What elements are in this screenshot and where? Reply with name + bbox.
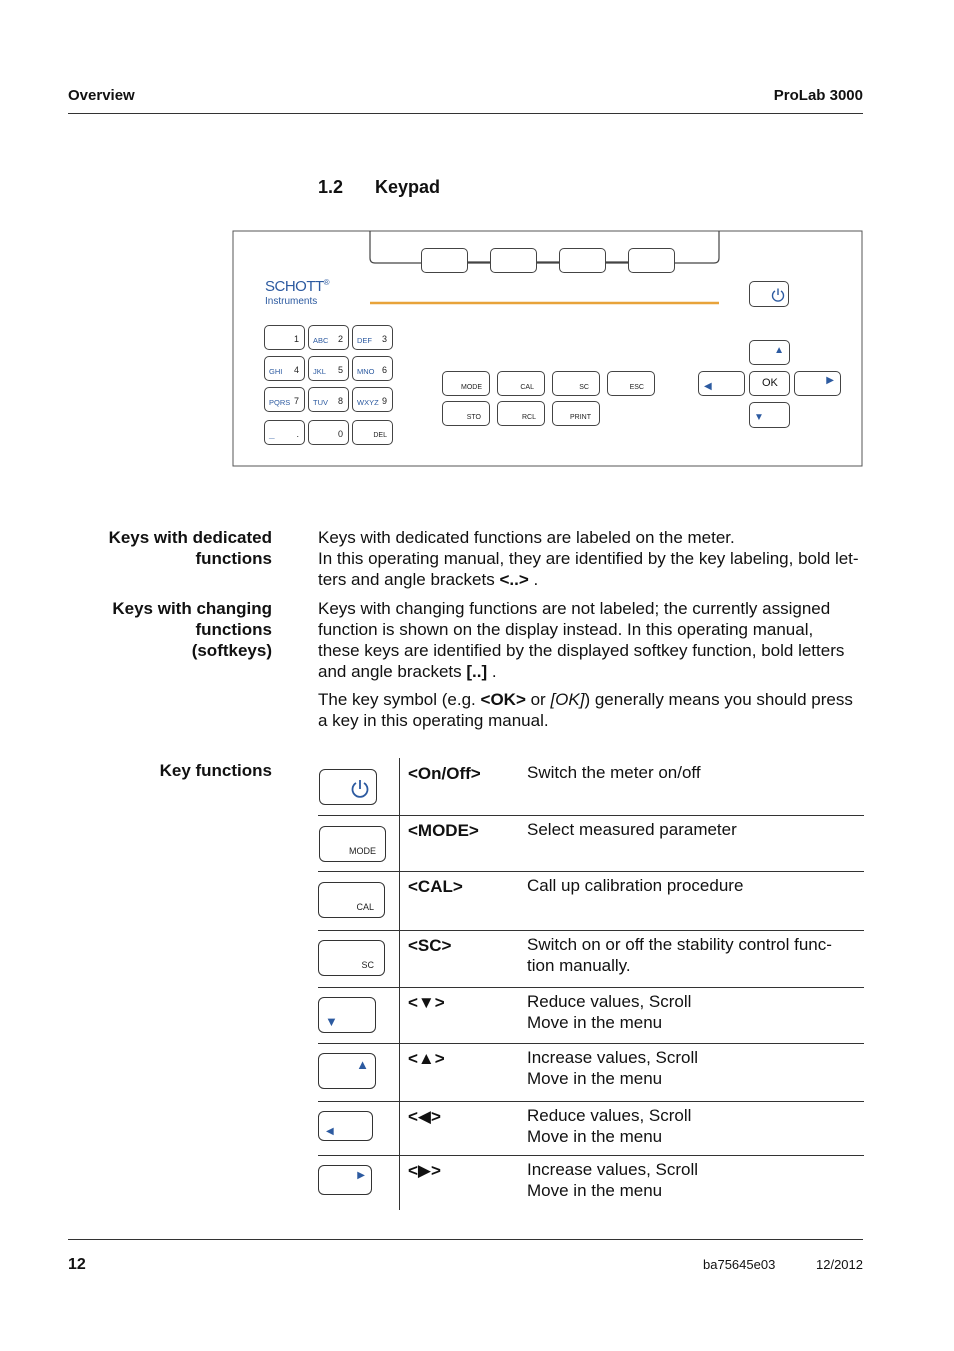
key-function-description bbox=[527, 1047, 857, 1089]
numpad-key-digit: 0 bbox=[337, 429, 343, 439]
key-function-description-line: Reduce values, Scroll bbox=[527, 992, 692, 1011]
numpad-key-letters: _ bbox=[269, 429, 275, 440]
table-row-divider bbox=[318, 1101, 864, 1102]
numpad-key[interactable] bbox=[308, 420, 349, 445]
numpad-key-digit: DEL bbox=[373, 432, 387, 439]
key-symbol-note: The key symbol (e.g. <OK> or [OK]) generally means you should press a key in this operating manual. bbox=[318, 690, 853, 730]
func-key-sc[interactable] bbox=[552, 371, 600, 396]
numpad-key-letters: GHI bbox=[269, 367, 283, 376]
softkey-3[interactable] bbox=[559, 248, 606, 273]
def-dedicated-line1: Keys with dedicated functions are labeled on the meter. bbox=[318, 528, 735, 547]
left-arrow-icon: ◀ bbox=[704, 381, 712, 392]
numpad-key-letters: DEF bbox=[357, 336, 372, 345]
key-illustration-label: CAL bbox=[356, 902, 374, 912]
key-function-description bbox=[527, 1159, 857, 1201]
numpad-key[interactable] bbox=[352, 325, 393, 350]
key-illustration bbox=[318, 1053, 376, 1089]
up-arrow-icon: ▲ bbox=[356, 1057, 369, 1072]
key-function-description bbox=[527, 875, 857, 896]
numpad-key-digit: 6 bbox=[381, 365, 387, 375]
doc-date: 12/2012 bbox=[816, 1257, 863, 1272]
key-illustration bbox=[318, 1165, 372, 1195]
numpad-key-letters: TUV bbox=[313, 398, 328, 407]
def-softkeys bbox=[318, 598, 866, 682]
table-row-divider bbox=[318, 815, 864, 816]
def-dedicated-line3: ters and angle brackets <..> . bbox=[318, 570, 539, 589]
numpad-key-digit: 7 bbox=[293, 396, 299, 406]
brand-subtitle: Instruments bbox=[265, 296, 318, 307]
section-number: 1.2 bbox=[318, 177, 344, 197]
def-softkeys-line3: these keys are identified by the displayed softkey function, bold letters bbox=[318, 641, 845, 660]
power-icon bbox=[350, 779, 370, 799]
numpad-key-letters: ABC bbox=[313, 336, 329, 345]
func-key-label: CAL bbox=[520, 384, 534, 391]
up-arrow-icon: ▲ bbox=[774, 345, 784, 356]
brand-logo: SCHOTT® bbox=[265, 278, 330, 295]
header-section-title: Overview bbox=[68, 87, 135, 104]
table-row-divider bbox=[318, 1043, 864, 1044]
key-illustration bbox=[319, 769, 377, 805]
numpad-key-digit: 9 bbox=[381, 396, 387, 406]
numpad-key[interactable] bbox=[352, 356, 393, 381]
def-dedicated bbox=[318, 527, 866, 590]
numpad-key-letters: WXYZ bbox=[357, 398, 379, 407]
func-key-label: MODE bbox=[461, 384, 482, 391]
func-key-cal[interactable] bbox=[497, 371, 545, 396]
numpad-key[interactable] bbox=[308, 325, 349, 350]
func-key-sto[interactable] bbox=[442, 401, 490, 426]
right-arrow-icon: ▶ bbox=[357, 1170, 365, 1181]
func-key-rcl[interactable] bbox=[497, 401, 545, 426]
table-vertical-divider bbox=[399, 758, 400, 1210]
key-function-name: <On/Off> bbox=[408, 764, 481, 783]
key-function-name: <◀> bbox=[408, 1107, 441, 1126]
numpad-key[interactable] bbox=[264, 420, 305, 445]
key-function-description-line: Switch the meter on/off bbox=[527, 763, 701, 782]
numpad-key[interactable] bbox=[352, 420, 393, 445]
key-function-description-line: Call up calibration procedure bbox=[527, 876, 744, 895]
term-softkeys: Keys with changing functions (softkeys) bbox=[112, 599, 272, 660]
keypad-illustration bbox=[232, 230, 863, 468]
func-key-esc[interactable] bbox=[607, 371, 655, 396]
table-row-divider bbox=[318, 871, 864, 872]
key-function-description-line: Move in the menu bbox=[527, 1127, 663, 1146]
key-function-name: <SC> bbox=[408, 936, 452, 955]
func-key-label: ESC bbox=[629, 384, 644, 391]
func-key-label: RCL bbox=[521, 414, 536, 421]
ok-key[interactable] bbox=[749, 371, 790, 396]
key-function-description bbox=[527, 762, 857, 783]
key-function-description-line: Move in the menu bbox=[527, 1181, 663, 1200]
numpad-key-digit: 8 bbox=[337, 396, 343, 406]
header-divider bbox=[68, 113, 863, 114]
key-function-description-line: Increase values, Scroll bbox=[527, 1160, 699, 1179]
section-title: Keypad bbox=[375, 177, 441, 197]
right-arrow-icon: ▶ bbox=[826, 375, 834, 386]
ok-key-label: OK bbox=[762, 377, 778, 389]
numpad-key-digit: 2 bbox=[337, 334, 343, 344]
key-function-description bbox=[527, 934, 857, 976]
key-illustration-label: MODE bbox=[349, 846, 376, 856]
key-function-description-line: Move in the menu bbox=[527, 1069, 663, 1088]
def-softkeys-line4: and angle brackets [..] . bbox=[318, 662, 497, 681]
numpad-key-digit: 5 bbox=[337, 365, 343, 375]
power-key[interactable] bbox=[749, 281, 789, 307]
softkey-1[interactable] bbox=[421, 248, 468, 273]
numpad-key[interactable] bbox=[264, 356, 305, 381]
key-function-description bbox=[527, 819, 857, 840]
numpad-key[interactable] bbox=[308, 387, 349, 412]
key-function-description bbox=[527, 991, 857, 1033]
numpad-key-digit: 4 bbox=[293, 365, 299, 375]
numpad-key-digit: 1 bbox=[293, 334, 299, 344]
key-illustration-label: SC bbox=[361, 960, 374, 970]
table-row-divider bbox=[318, 1155, 864, 1156]
key-function-name: <▶> bbox=[408, 1161, 441, 1180]
left-arrow-icon: ◀ bbox=[326, 1126, 334, 1137]
numpad-key-letters: MNO bbox=[357, 367, 375, 376]
key-function-description-line: Select measured parameter bbox=[527, 820, 737, 839]
up-arrow-key[interactable] bbox=[749, 340, 790, 365]
softkey-2[interactable] bbox=[490, 248, 537, 273]
header-product-name: ProLab 3000 bbox=[773, 87, 863, 104]
doc-id: ba75645e03 bbox=[703, 1257, 776, 1272]
numpad-key-letters: PQRS bbox=[269, 398, 291, 407]
down-arrow-icon: ▼ bbox=[325, 1014, 338, 1029]
page-number: 12 bbox=[68, 1256, 86, 1273]
numpad-key[interactable] bbox=[264, 387, 305, 412]
key-function-description-line: Move in the menu bbox=[527, 1013, 663, 1032]
down-arrow-key[interactable] bbox=[749, 402, 790, 428]
key-function-description-line: Switch on or off the stability control func- bbox=[527, 935, 832, 954]
key-function-description-line: Reduce values, Scroll bbox=[527, 1106, 692, 1125]
func-key-label: STO bbox=[466, 414, 481, 421]
table-row-divider bbox=[318, 930, 864, 931]
func-key-mode[interactable] bbox=[442, 371, 490, 396]
key-illustration bbox=[318, 1111, 373, 1141]
footer-divider bbox=[68, 1239, 863, 1240]
key-function-name: <▲> bbox=[408, 1049, 445, 1068]
left-arrow-key[interactable] bbox=[698, 371, 745, 396]
numpad-key[interactable] bbox=[352, 387, 393, 412]
key-function-description-line: tion manually. bbox=[527, 956, 631, 975]
key-illustration bbox=[318, 882, 385, 918]
def-dedicated-line2: In this operating manual, they are identified by the key labeling, bold let- bbox=[318, 549, 859, 568]
key-illustration bbox=[318, 940, 385, 976]
key-function-name: <CAL> bbox=[408, 877, 463, 896]
table-row-divider bbox=[318, 987, 864, 988]
power-icon bbox=[771, 288, 785, 302]
func-key-label: PRINT bbox=[570, 414, 591, 421]
down-arrow-icon: ▼ bbox=[754, 412, 764, 423]
key-function-name: <▼> bbox=[408, 993, 445, 1012]
func-key-label: SC bbox=[579, 384, 589, 391]
def-softkeys-line2: function is shown on the display instead. In this operating manual, bbox=[318, 620, 814, 639]
right-arrow-key[interactable] bbox=[794, 371, 841, 396]
numpad-key-letters: JKL bbox=[313, 367, 326, 376]
numpad-key[interactable] bbox=[264, 325, 305, 350]
func-key-print[interactable] bbox=[552, 401, 600, 426]
term-dedicated: Keys with dedicated functions bbox=[108, 528, 272, 568]
key-function-description bbox=[527, 1105, 857, 1147]
key-function-name: <MODE> bbox=[408, 821, 479, 840]
numpad-key[interactable] bbox=[308, 356, 349, 381]
key-functions-title: Key functions bbox=[159, 761, 272, 780]
numpad-key-digit: 3 bbox=[381, 334, 387, 344]
numpad-key-digit: . bbox=[296, 429, 299, 439]
key-illustration bbox=[318, 997, 376, 1033]
key-illustration bbox=[319, 826, 386, 862]
key-function-description-line: Increase values, Scroll bbox=[527, 1048, 699, 1067]
softkey-4[interactable] bbox=[628, 248, 675, 273]
def-softkeys-line1: Keys with changing functions are not labeled; the currently assigned bbox=[318, 599, 831, 618]
